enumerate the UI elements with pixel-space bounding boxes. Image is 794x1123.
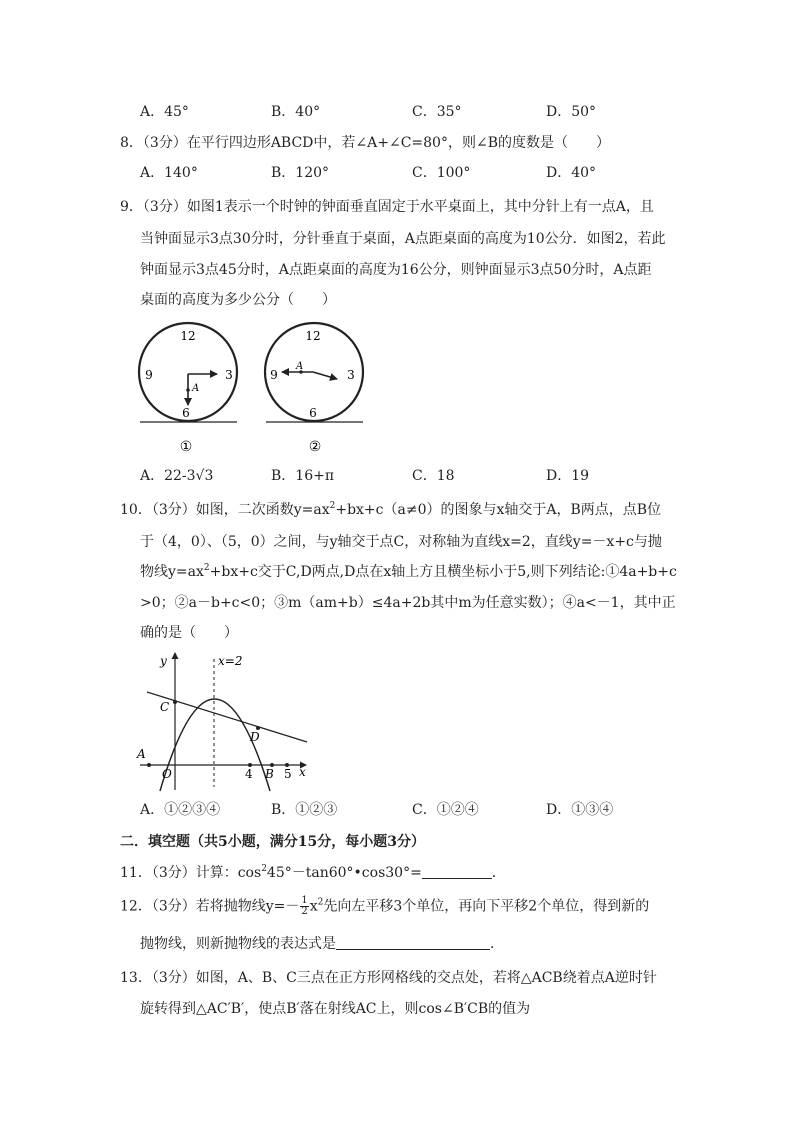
point-c [173, 700, 177, 704]
q9-line-3: 钟面显示3点45分时，A点距桌面的高度为16公分，则钟面显示3点50分时，A点距 [140, 262, 652, 278]
q9-clock-figures [125, 318, 395, 458]
clock-2-number-3: 3 [347, 368, 355, 382]
q8-option-a[interactable]: A．140° [140, 165, 198, 181]
q8-options [140, 163, 740, 183]
q10-option-c[interactable]: C．①②④ [412, 802, 479, 818]
clock-2-label-a: A [296, 361, 304, 372]
q10-line-3: 物线$y=ax^2+bx+c$交于C,D两点,D点在x轴上方且横坐标小于5,则下列结论:①4a+b+c [140, 563, 677, 580]
q10-line-2: 于（4，0）、（5，0）之间，与y轴交于点C，对称轴为直线x=2，直线y=－x+c与抛 [140, 534, 662, 550]
label-d: D [250, 730, 260, 744]
clock-1-number-9: 9 [145, 368, 153, 382]
fraction-one-half: $\frac{1}{2}$ [301, 895, 308, 917]
q11-answer-blank[interactable] [422, 864, 492, 879]
clock-1-number-3: 3 [225, 368, 233, 382]
q10-line-5: 确的是（ ） [140, 625, 238, 641]
label-x: x [299, 765, 306, 779]
q10-line-1: 10．（3分）如图，二次函数$y=ax^2+bx+c(a\ne 0)$的图象与x轴交于A，B两点，点B位 [120, 501, 662, 518]
q13-line-2: 旋转得到△AC′B′，使点B′落在射线AC上，则cos∠B′CB的值为 [140, 1001, 531, 1017]
q8-question: 8．（3分）在平行四边形ABCD中，若∠A+∠C=80°，则∠B的度数是（ ） [120, 135, 610, 151]
q9-option-c[interactable]: C．18 [412, 468, 455, 484]
q10-option-b[interactable]: B．①②③ [271, 802, 338, 818]
q7-option-b[interactable]: B．40° [271, 104, 321, 120]
q9-line-1: 9．（3分）如图1表示一个时钟的钟面垂直固定于水平桌面上，其中分针上有一点A，且 [120, 199, 654, 215]
q10-option-a[interactable]: A．①②③④ [140, 802, 221, 818]
q12-line-2: 抛物线，则新抛物线的表达式是 ． [140, 936, 504, 952]
clock-1-label-a: A [192, 383, 200, 394]
q9-options [140, 466, 740, 486]
clock-2 [265, 323, 363, 455]
q9-option-a[interactable]: A．22-3√3 [140, 468, 214, 484]
label-5: 5 [284, 767, 292, 781]
q7-option-a[interactable]: A．45° [140, 104, 189, 120]
q10-options [140, 800, 740, 820]
q10-option-d[interactable]: D．①③④ [546, 802, 614, 818]
q7-option-d[interactable]: D．50° [546, 104, 597, 120]
q7-options [140, 102, 740, 122]
label-a: A [137, 747, 146, 761]
clock-2-caption: ② [308, 439, 322, 455]
label-c: C [160, 700, 170, 714]
q7-option-c[interactable]: C．35° [412, 104, 462, 120]
q9-line-4: 桌面的高度为多少公分（ ） [140, 292, 336, 308]
label-x-eq-2: x=2 [218, 654, 243, 668]
clock-1-number-6: 6 [182, 406, 190, 420]
clock-1-caption: ① [179, 439, 193, 455]
section-2-heading: 二．填空题（共5小题，满分15分，每小题3分） [120, 834, 425, 850]
line-y-neg-x-plus-c [147, 692, 307, 742]
q9-option-b[interactable]: B．16+π [271, 468, 335, 484]
label-y: y [160, 654, 167, 668]
clock-2-number-6: 6 [309, 406, 317, 420]
label-4: 4 [245, 767, 253, 781]
q9-option-d[interactable]: D．19 [546, 468, 590, 484]
q11-question: 11．（3分）计算：$\cos^245^\circ-\tan 60^\circ•\cos 30^\circ=$ ． [120, 864, 506, 881]
q8-option-d[interactable]: D．40° [546, 165, 597, 181]
q13-line-1: 13．（3分）如图，A、B、C三点在正方形网格线的交点处，若将△ACB绕着点A逆时针 [120, 970, 657, 986]
clock-2-number-9: 9 [270, 368, 278, 382]
label-o: O [162, 767, 172, 781]
clock-2-hour-hand [313, 372, 337, 379]
q8-option-c[interactable]: C．100° [412, 165, 471, 181]
clock-2-number-12: 12 [305, 329, 321, 343]
label-b: B [265, 767, 274, 781]
q9-line-2: 当钟面显示3点30分时，分针垂直于桌面，A点距桌面的高度为10公分．如图2，若此 [140, 231, 666, 247]
clock-1-number-12: 12 [180, 329, 196, 343]
clock-1 [139, 323, 237, 455]
q8-option-b[interactable]: B．120° [271, 165, 330, 181]
q12-answer-blank[interactable] [336, 935, 490, 950]
clock-1-point-a [186, 388, 190, 392]
q12-line-1: 12．（3分）若将抛物线y=－ $\frac{1}{2}$ $x^2$先向左平移3个单位，再向下平移2个单位，得到新的 [120, 895, 650, 917]
q10-parabola-graph [130, 645, 320, 795]
q10-line-4: >0；②a－b+c<0；③m（am+b）≤4a+2b其中m为任意实数）；④a<－1，其中正 [140, 595, 676, 611]
point-a [147, 763, 151, 767]
